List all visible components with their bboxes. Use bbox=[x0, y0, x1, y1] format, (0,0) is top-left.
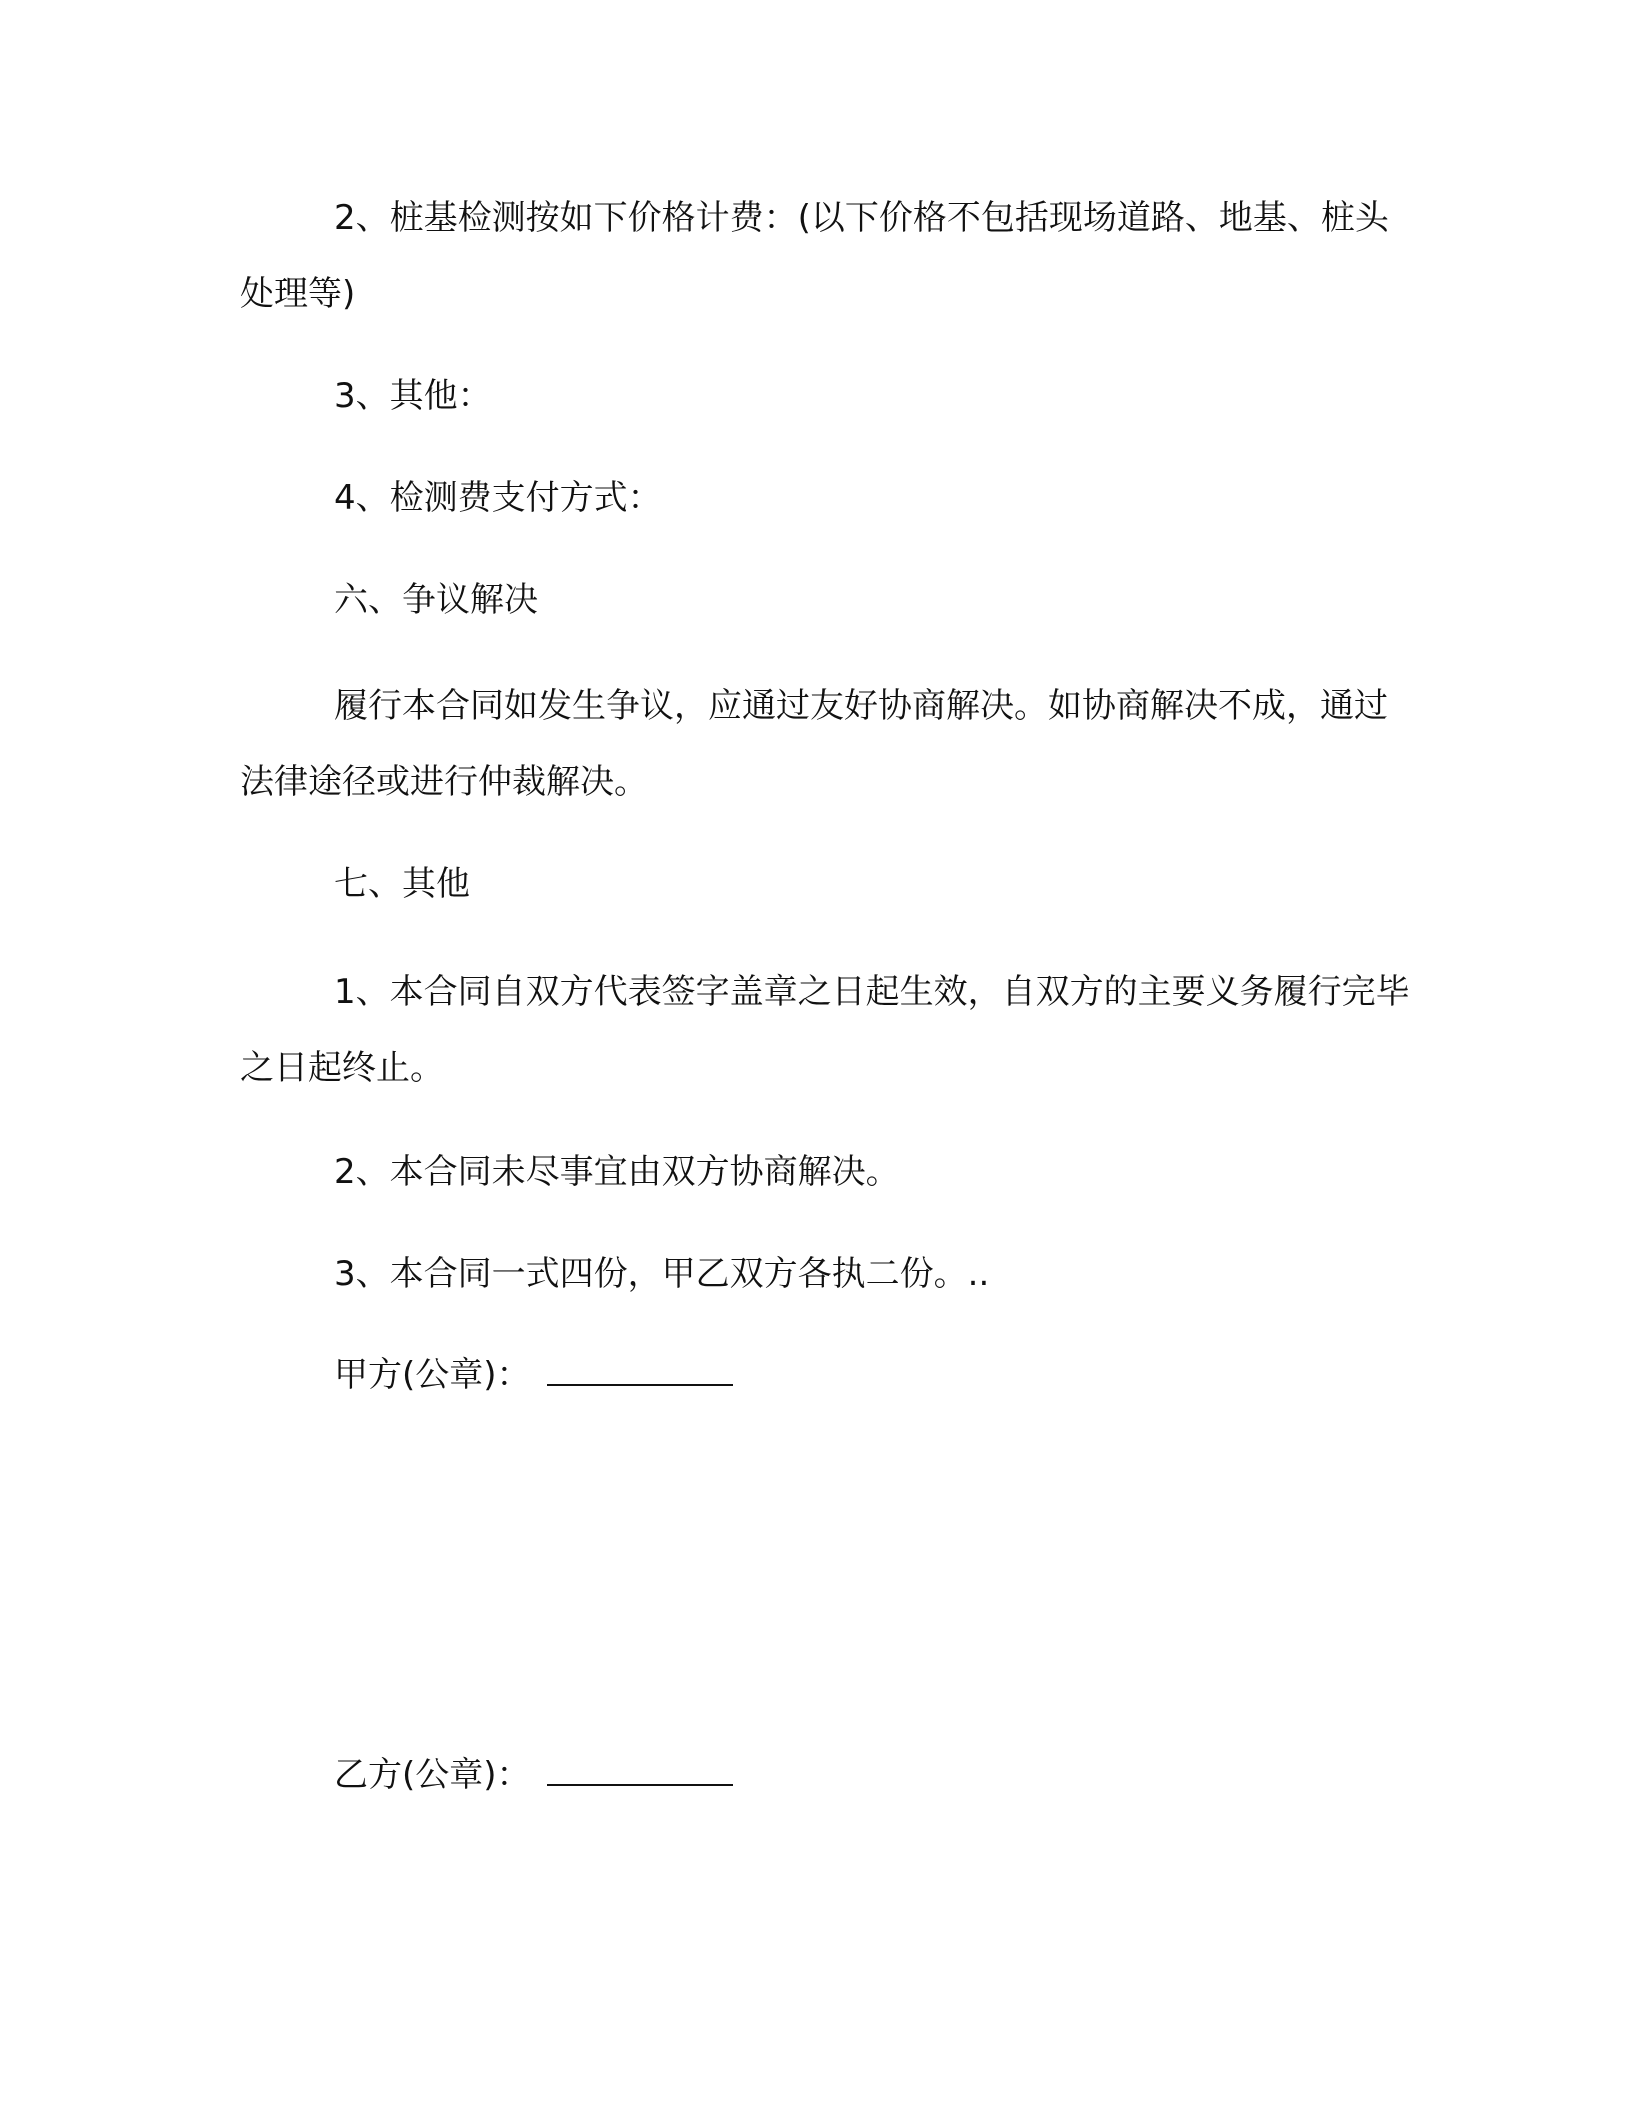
clause-other: 3、其他： bbox=[334, 376, 492, 416]
signature-party-b-line bbox=[547, 1754, 733, 1786]
clause-effective-term: 1、本合同自双方代表签字盖章之日起生效，自双方的主要义务履行完毕之日起终止。 bbox=[240, 972, 1410, 1088]
clause-unresolved-matters: 2、本合同未尽事宜由双方协商解决。 bbox=[334, 1152, 900, 1192]
clause-payment-method: 4、检测费支付方式： bbox=[334, 478, 662, 518]
clause-dispute: 履行本合同如发生争议，应通过友好协商解决。如协商解决不成，通过法律途径或进行仲裁解决。 bbox=[240, 686, 1388, 802]
signature-party-b bbox=[334, 1750, 733, 1800]
signature-party-a bbox=[334, 1350, 733, 1400]
clause-copies: 3、本合同一式四份，甲乙双方各执二份。.. bbox=[334, 1254, 990, 1294]
clause-pricing: 2、桩基检测按如下价格计费：(以下价格不包括现场道路、地基、桩头处理等) bbox=[240, 198, 1389, 314]
section-other-heading: 七、其他 bbox=[334, 864, 470, 904]
signature-party-b-label: 乙方(公章)： bbox=[334, 1755, 531, 1795]
signature-party-a-line bbox=[547, 1354, 733, 1386]
signature-party-a-label: 甲方(公章)： bbox=[334, 1355, 531, 1395]
section-dispute-heading: 六、争议解决 bbox=[334, 580, 538, 620]
